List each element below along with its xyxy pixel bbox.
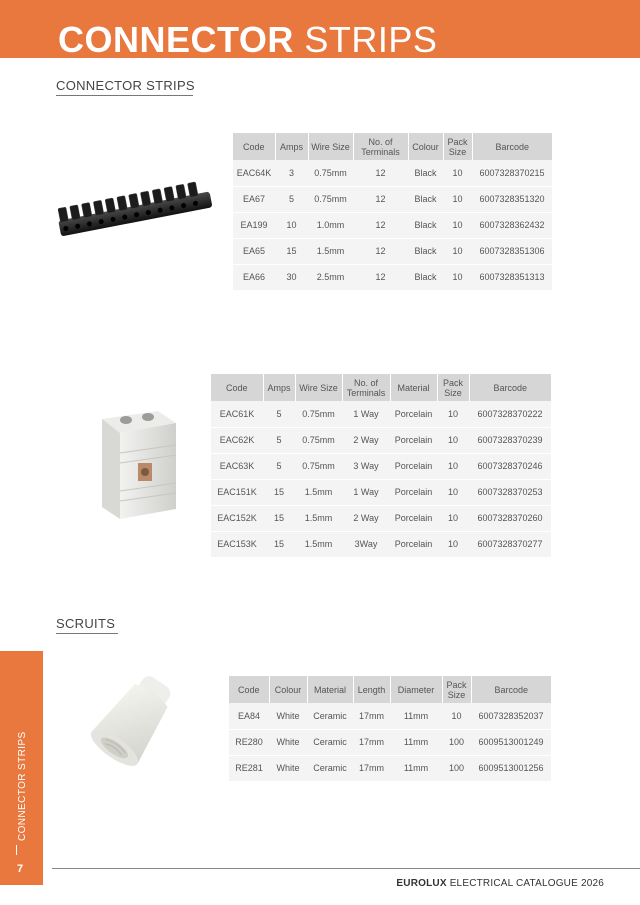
black-connector-strip-image [52, 180, 218, 244]
table-cell: 1 Way [342, 401, 390, 427]
table-cell: 12 [353, 238, 408, 264]
table-cell: 10 [443, 238, 472, 264]
top-banner [0, 0, 640, 58]
table-cell: 10 [443, 160, 472, 186]
table-cell: 3 [275, 160, 308, 186]
table-cell: 6007328351313 [472, 264, 552, 290]
table-row [211, 479, 551, 505]
table-cell: 0.75mm [308, 160, 353, 186]
connector-strips-table [233, 133, 552, 291]
table-cell: 1 Way [342, 479, 390, 505]
table-cell: 1.5mm [308, 238, 353, 264]
table-cell: 1.5mm [295, 531, 342, 557]
table-cell: 6007328362432 [472, 212, 552, 238]
section-heading-underline [56, 633, 118, 634]
table-cell: 6007328370277 [469, 531, 551, 557]
table-cell: 3Way [342, 531, 390, 557]
table-cell: 5 [263, 427, 295, 453]
table-row [233, 212, 552, 238]
table-cell: 10 [437, 401, 469, 427]
column-header: Wire Size [295, 374, 342, 401]
table-cell: 15 [275, 238, 308, 264]
footer-brand: EUROLUX [396, 878, 447, 889]
table-cell: 11mm [390, 755, 442, 781]
page-title [58, 20, 437, 60]
table-cell: EA199 [233, 212, 275, 238]
table-row [233, 186, 552, 212]
footer [396, 878, 604, 889]
side-tab [0, 651, 43, 885]
section-heading-text: CONNECTOR STRIPS [56, 78, 195, 93]
column-header: Diameter [390, 676, 442, 703]
table-cell: EA67 [233, 186, 275, 212]
table-cell: 6007328370239 [469, 427, 551, 453]
table-row [211, 427, 551, 453]
section-heading-connector-strips [56, 78, 195, 93]
table-cell: 17mm [353, 755, 390, 781]
table-cell: 100 [442, 729, 471, 755]
table-cell: 10 [437, 479, 469, 505]
page-number: 7 [17, 863, 24, 875]
table-cell: 10 [442, 703, 471, 729]
table-cell: EAC64K [233, 160, 275, 186]
table-cell: White [269, 755, 307, 781]
table-cell: Black [408, 186, 443, 212]
column-header: No. of Terminals [353, 133, 408, 160]
table-cell: EAC151K [211, 479, 263, 505]
table-cell: Porcelain [390, 401, 437, 427]
table-cell: RE280 [229, 729, 269, 755]
table-cell: 100 [442, 755, 471, 781]
table-cell: 0.75mm [308, 186, 353, 212]
column-header: Code [211, 374, 263, 401]
table-cell: 6007328370253 [469, 479, 551, 505]
column-header: Code [233, 133, 275, 160]
table-cell: 6007328351320 [472, 186, 552, 212]
footer-catalogue: ELECTRICAL CATALOGUE 2026 [449, 878, 604, 889]
table-cell: 3 Way [342, 453, 390, 479]
column-header: Material [307, 676, 353, 703]
section-heading-underline [56, 95, 193, 96]
table-cell: 0.75mm [295, 427, 342, 453]
section-heading-text: SCRUITS [56, 616, 116, 631]
table-cell: Porcelain [390, 531, 437, 557]
table-header-row [233, 133, 552, 160]
page-title-bold: CONNECTOR [58, 19, 294, 60]
column-header: Barcode [471, 676, 551, 703]
table-header-row [211, 374, 551, 401]
table-cell: 10 [437, 453, 469, 479]
table-cell: 15 [263, 505, 295, 531]
table-cell: EAC62K [211, 427, 263, 453]
column-header: Amps [275, 133, 308, 160]
table-row [211, 531, 551, 557]
table-cell: EAC63K [211, 453, 263, 479]
table-cell: EAC152K [211, 505, 263, 531]
table-cell: 2.5mm [308, 264, 353, 290]
column-header: Amps [263, 374, 295, 401]
table-row [233, 160, 552, 186]
table-row [233, 238, 552, 264]
footer-divider [52, 868, 640, 869]
table-cell: 6007328352037 [471, 703, 551, 729]
column-header: No. of Terminals [342, 374, 390, 401]
table-cell: 1.5mm [295, 479, 342, 505]
table-cell: 10 [437, 427, 469, 453]
table-cell: Porcelain [390, 427, 437, 453]
column-header: Wire Size [308, 133, 353, 160]
table-row [229, 703, 551, 729]
column-header: Length [353, 676, 390, 703]
table-cell: EAC61K [211, 401, 263, 427]
table-cell: Porcelain [390, 453, 437, 479]
table-cell: 30 [275, 264, 308, 290]
table-cell: 6007328370246 [469, 453, 551, 479]
table-cell: 6007328370215 [472, 160, 552, 186]
table-cell: 5 [263, 401, 295, 427]
table-cell: Porcelain [390, 479, 437, 505]
table-cell: 0.75mm [295, 401, 342, 427]
table-cell: 6007328370222 [469, 401, 551, 427]
table-cell: 11mm [390, 729, 442, 755]
table-cell: 0.75mm [295, 453, 342, 479]
table-cell: 10 [443, 186, 472, 212]
column-header: Pack Size [442, 676, 471, 703]
table-cell: 12 [353, 264, 408, 290]
table-cell: Ceramic [307, 755, 353, 781]
table-cell: 12 [353, 160, 408, 186]
table-cell: 1.5mm [295, 505, 342, 531]
porcelain-connectors-table [211, 374, 551, 558]
table-cell: Ceramic [307, 703, 353, 729]
table-cell: 15 [263, 531, 295, 557]
table-cell: 1.0mm [308, 212, 353, 238]
table-cell: 12 [353, 212, 408, 238]
table-cell: 5 [263, 453, 295, 479]
table-cell: 17mm [353, 729, 390, 755]
table-cell: Black [408, 160, 443, 186]
table-cell: 17mm [353, 703, 390, 729]
table-cell: 2 Way [342, 505, 390, 531]
table-cell: Ceramic [307, 729, 353, 755]
table-row [211, 401, 551, 427]
table-cell: Porcelain [390, 505, 437, 531]
table-cell: 11mm [390, 703, 442, 729]
table-row [233, 264, 552, 290]
table-cell: 10 [443, 264, 472, 290]
table-cell: Black [408, 212, 443, 238]
column-header: Barcode [469, 374, 551, 401]
table-cell: 5 [275, 186, 308, 212]
column-header: Pack Size [437, 374, 469, 401]
table-row [229, 729, 551, 755]
table-row [211, 453, 551, 479]
table-cell: 10 [443, 212, 472, 238]
table-cell: White [269, 703, 307, 729]
side-tab-label: CONNECTOR STRIPS [17, 731, 28, 841]
table-cell: 15 [263, 479, 295, 505]
column-header: Code [229, 676, 269, 703]
table-cell: EA66 [233, 264, 275, 290]
column-header: Colour [408, 133, 443, 160]
table-cell: 10 [437, 505, 469, 531]
table-cell: 6009513001249 [471, 729, 551, 755]
table-row [211, 505, 551, 531]
scruits-table [229, 676, 551, 782]
table-cell: White [269, 729, 307, 755]
table-cell: 6007328370260 [469, 505, 551, 531]
table-cell: 6007328351306 [472, 238, 552, 264]
table-cell: 12 [353, 186, 408, 212]
table-cell: 6009513001256 [471, 755, 551, 781]
column-header: Material [390, 374, 437, 401]
table-cell: Black [408, 264, 443, 290]
side-tab-divider [16, 845, 17, 855]
column-header: Colour [269, 676, 307, 703]
table-cell: EA84 [229, 703, 269, 729]
table-header-row [229, 676, 551, 703]
column-header: Barcode [472, 133, 552, 160]
table-cell: EAC153K [211, 531, 263, 557]
section-heading-scruits [56, 616, 115, 631]
table-cell: Black [408, 238, 443, 264]
table-cell: 10 [275, 212, 308, 238]
table-row [229, 755, 551, 781]
page-title-light: STRIPS [304, 19, 438, 60]
porcelain-connector-image [88, 403, 184, 523]
table-cell: RE281 [229, 755, 269, 781]
column-header: Pack Size [443, 133, 472, 160]
table-cell: 2 Way [342, 427, 390, 453]
table-cell: 10 [437, 531, 469, 557]
table-cell: EA65 [233, 238, 275, 264]
scruit-image [84, 672, 184, 768]
